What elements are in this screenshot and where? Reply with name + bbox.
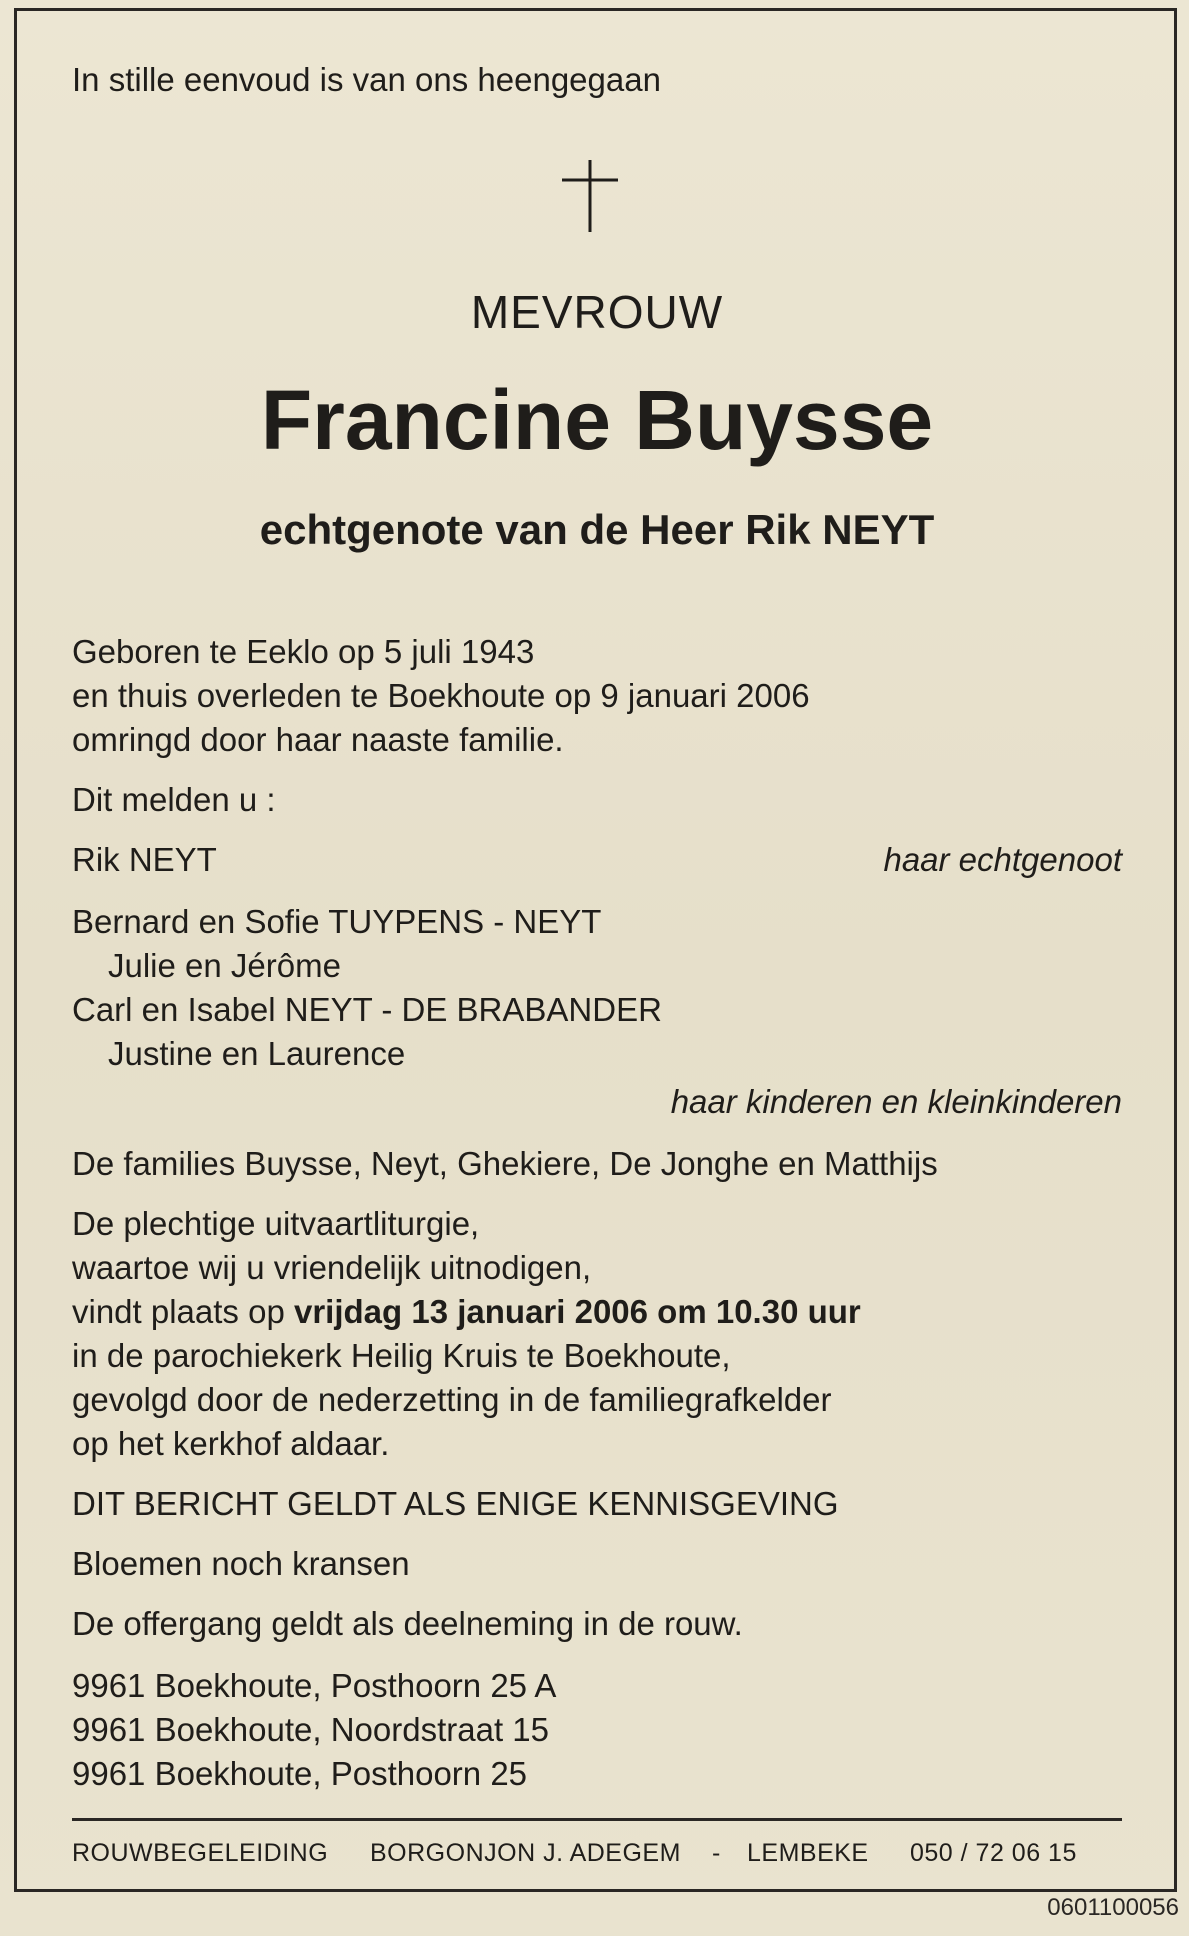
- family-one: Bernard en Sofie TUYPENS - NEYT: [72, 903, 602, 940]
- service-line-5: gevolgd door de nederzetting in de familiegrafkelder: [72, 1381, 832, 1418]
- service-line-2: waartoe wij u vriendelijk uitnodigen,: [72, 1249, 592, 1286]
- intro-text: In stille eenvoud is van ons heengegaan: [72, 61, 661, 98]
- service-prefix: vindt plaats op: [72, 1293, 294, 1330]
- flowers-line: Bloemen noch kransen: [72, 1545, 410, 1582]
- service-datetime: vrijdag 13 januari 2006 om 10.30 uur: [293, 1293, 861, 1330]
- children-role: haar kinderen en kleinkinderen: [670, 1083, 1122, 1120]
- service-line-6: op het kerkhof aldaar.: [72, 1425, 390, 1462]
- birth-line: Geboren te Eeklo op 5 juli 1943: [72, 633, 535, 670]
- reference-number: 0601100056: [1047, 1894, 1179, 1921]
- footer-rule: [72, 1818, 1122, 1821]
- spouse-role: haar echtgenoot: [883, 841, 1122, 878]
- family-two: Carl en Isabel NEYT - DE BRABANDER: [72, 991, 662, 1028]
- honorific-title: MEVROUW: [470, 286, 724, 338]
- family-one-children: Julie en Jérôme: [108, 947, 341, 984]
- spouse-name: Rik NEYT: [72, 841, 217, 878]
- footer-company: BORGONJON J. ADEGEM: [370, 1839, 681, 1867]
- funeral-director-footer: [72, 1838, 1122, 1870]
- latin-cross-icon: [560, 158, 620, 234]
- address-2: 9961 Boekhoute, Noordstraat 15: [72, 1711, 550, 1748]
- footer-town: LEMBEKE: [747, 1839, 869, 1867]
- announced-by: Dit melden u :: [72, 781, 276, 818]
- spouse-line: echtgenote van de Heer Rik NEYT: [259, 506, 935, 553]
- address-1: 9961 Boekhoute, Posthoorn 25 A: [72, 1667, 557, 1704]
- official-notice: DIT BERICHT GELDT ALS ENIGE KENNISGEVING: [72, 1485, 839, 1522]
- offering-line: De offergang geldt als deelneming in de rouw.: [72, 1605, 743, 1642]
- family-line: omringd door haar naaste familie.: [72, 721, 564, 758]
- service-line-3: [72, 1292, 861, 1332]
- deceased-name: Francine Buysse: [260, 373, 934, 467]
- footer-phone: 050 / 72 06 15: [910, 1839, 1077, 1867]
- address-3: 9961 Boekhoute, Posthoorn 25: [72, 1755, 528, 1792]
- service-line-4: in de parochiekerk Heilig Kruis te Boekhoute,: [72, 1337, 731, 1374]
- footer-label: ROUWBEGELEIDING: [72, 1839, 329, 1867]
- family-two-children: Justine en Laurence: [108, 1035, 406, 1072]
- service-line-1: De plechtige uitvaartliturgie,: [72, 1205, 480, 1242]
- families-line: De families Buysse, Neyt, Ghekiere, De Jonghe en Matthijs: [72, 1145, 938, 1182]
- footer-separator: -: [712, 1839, 721, 1867]
- death-line: en thuis overleden te Boekhoute op 9 januari 2006: [72, 677, 810, 714]
